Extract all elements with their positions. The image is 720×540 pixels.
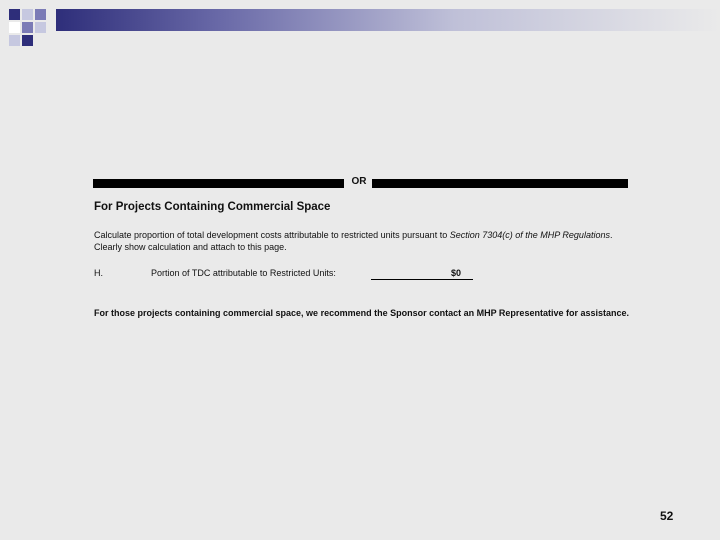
page-number: 52 [660, 509, 674, 523]
divider-label: OR [351, 176, 367, 187]
regulation-reference: Section 7304(c) of the MHP Regulations [449, 230, 610, 240]
instruction-text: . Clearly show calculation and attach to this page. [94, 230, 613, 252]
header-square-decoration [22, 9, 33, 20]
header-square-decoration [22, 22, 33, 33]
sponsor-note: For those projects containing commercial space, we recommend the Sponsor contact an MHP Representative for assistance. [94, 308, 629, 318]
header-square-decoration [35, 22, 46, 33]
header-square-decoration [9, 9, 20, 20]
header-square-decoration [9, 35, 20, 46]
line-item-label: Portion of TDC attributable to Restricted Units: [151, 268, 336, 278]
instruction-paragraph [94, 229, 624, 253]
header-gradient-band [56, 9, 720, 31]
header-square-decoration [22, 35, 33, 46]
instruction-text: Calculate proportion of total development costs attributable to restricted units pursuant to [94, 230, 450, 240]
line-item-letter: H. [94, 268, 103, 278]
tdc-portion-field: $0 [371, 268, 473, 280]
header-square-decoration [35, 9, 46, 20]
header-square-decoration [9, 22, 20, 33]
section-heading: For Projects Containing Commercial Space [94, 201, 331, 213]
divider-bar-right [372, 179, 628, 188]
divider-bar-left [93, 179, 344, 188]
